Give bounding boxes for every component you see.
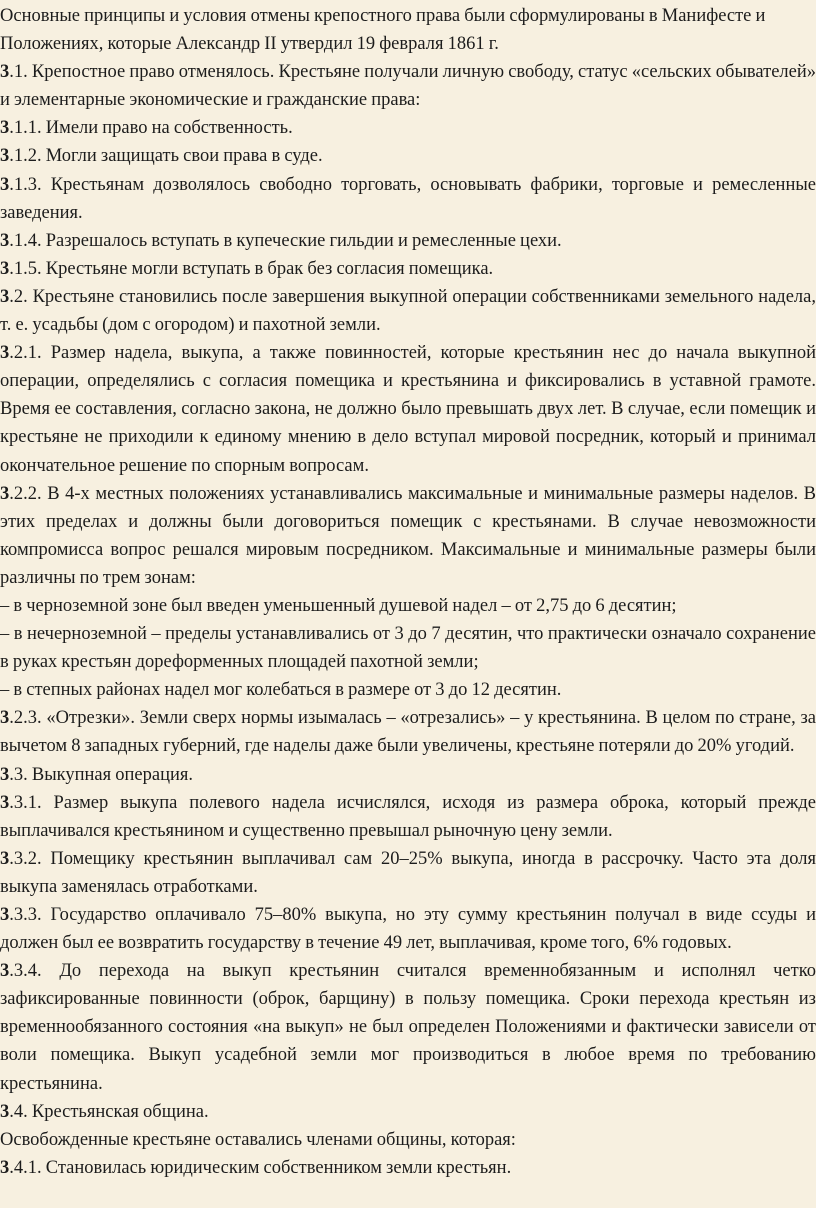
paragraph-text: Разрешалось вступать в купеческие гильдии и ремесленные цехи. bbox=[45, 230, 562, 251]
paragraph-text: «Отрезки». Земли сверх нормы изымалась – «отрезались» – у крестьянина. В целом по стране, за вычетом 8 западных губерний, где наделы даже были увеличены, крестьяне потеряли до 20% угодий. bbox=[0, 708, 816, 757]
section-number-bold: 3 bbox=[0, 1101, 10, 1122]
paragraph-text: Основные принципы и условия отмены крепостного права были сформулированы в Манифесте и Положениях, которые Александр II утвердил 19 февраля 1861 г. bbox=[0, 6, 766, 55]
section-number-bold: 3 bbox=[0, 118, 10, 139]
section-number-rest: .1.3. bbox=[9, 174, 51, 195]
paragraph-text: Помещику крестьянин выплачивал сам 20–25% выкупа, иногда в рассрочку. Часто эта доля выкупа заменялась отработками. bbox=[0, 848, 816, 897]
paragraph-3-4-1 bbox=[0, 1154, 816, 1182]
paragraph-3-4 bbox=[0, 1098, 816, 1126]
section-number-bold: 3 bbox=[0, 905, 10, 925]
document-body bbox=[0, 2, 816, 1182]
section-number-rest: .2.1. bbox=[9, 343, 51, 364]
paragraph-3-1 bbox=[0, 58, 816, 114]
section-number-rest: .3.2. bbox=[9, 848, 51, 869]
paragraph-3-2-2 bbox=[0, 480, 816, 592]
paragraph-text: В 4-х местных положениях устанавливались максимальные и минимальные размеры наделов. В этих пределах и должны были договориться помещик с крестьянами. В случае невозможности компромисса вопрос решался мировым посредником. Максимальные и минимальные размеры были различны по трем зонам: bbox=[0, 483, 816, 588]
paragraph-3-3-2 bbox=[0, 845, 816, 901]
paragraph-text: Размер надела, выкупа, а также повинностей, которые крестьянин нес до начала выкупной операции, определялись с согласия помещика и крестьянина и фиксировались в уставной грамоте. Время ее составления, согласно закона, не должно было превышать двух лет. В случае, если помещик и крестьяне не приходили к единому мнению в дело вступал мировой посредник, который и принимал окончательное решение по спорным вопросам. bbox=[0, 343, 816, 476]
paragraph-text: До перехода на выкуп крестьянин считался временнобязанным и исполнял четко зафиксированные повинности (оброк, барщину) в пользу помещика. Сроки перехода крестьян из временнообязанного состояния «на выкуп» не был определен Положениями и фактически зависели от воли помещика. Выкуп усадебной земли мог производиться в любое время по требованию крестьянина. bbox=[0, 961, 816, 1094]
paragraph-text: Крестьяне могли вступать в брак без согласия помещика. bbox=[45, 258, 494, 279]
paragraph-text: Крестьянская община. bbox=[31, 1101, 209, 1122]
paragraph-text: Крестьяне становились после завершения выкупной операции собственниками земельного надела, т. е. усадьбы (дом с огородом) и пахотной земли. bbox=[0, 286, 816, 336]
section-number-rest: .1.5. bbox=[9, 258, 46, 279]
paragraph-text: Могли защищать свои права в суде. bbox=[45, 146, 323, 167]
paragraph-3-3 bbox=[0, 761, 816, 789]
paragraph-3-1-5 bbox=[0, 255, 816, 283]
section-number-bold: 3 bbox=[0, 848, 10, 869]
paragraph-dash1 bbox=[0, 592, 816, 620]
paragraph-3-3-1 bbox=[0, 789, 816, 845]
section-number-bold: 3 bbox=[0, 174, 10, 195]
section-number-rest: .2. bbox=[9, 286, 33, 307]
paragraph-community bbox=[0, 1126, 816, 1154]
paragraph-text: – в черноземной зоне был введен уменьшенный душевой надел – от 2,75 до 6 десятин; bbox=[0, 595, 677, 616]
paragraph-3-2-3 bbox=[0, 704, 816, 760]
section-number-rest: .1.4. bbox=[9, 230, 46, 251]
section-number-bold: 3 bbox=[0, 708, 10, 729]
section-number-bold: 3 bbox=[0, 146, 10, 167]
section-number-bold: 3 bbox=[0, 258, 10, 279]
paragraph-text: – в степных районах надел мог колебаться в размере от 3 до 12 десятин. bbox=[0, 680, 562, 701]
paragraph-intro bbox=[0, 2, 816, 58]
paragraph-3-2-1 bbox=[0, 339, 816, 479]
section-number-bold: 3 bbox=[0, 483, 10, 504]
paragraph-text: Крепостное право отменялось. Крестьяне получали личную свободу, статус «сельских обывателей» и элементарные экономические и гражданские права: bbox=[0, 62, 816, 111]
paragraph-dash3 bbox=[0, 676, 816, 704]
section-number-rest: .2.3. bbox=[9, 708, 47, 729]
section-number-bold: 3 bbox=[0, 230, 10, 251]
paragraph-text: – в нечерноземной – пределы устанавливались от 3 до 7 десятин, что практически означало сохранение в руках крестьян дореформенных площадей пахотной земли; bbox=[0, 624, 816, 673]
paragraph-3-1-3 bbox=[0, 171, 816, 227]
section-number-rest: .4. bbox=[9, 1101, 32, 1122]
section-number-rest: .3.4. bbox=[9, 961, 60, 982]
section-number-rest: .2.2. bbox=[9, 483, 48, 504]
section-number-rest: .4.1. bbox=[9, 1157, 46, 1178]
paragraph-3-2 bbox=[0, 283, 816, 339]
paragraph-3-3-3 bbox=[0, 901, 816, 957]
section-number-bold: 3 bbox=[0, 62, 10, 83]
section-number-rest: .1. bbox=[9, 62, 32, 83]
section-number-rest: .1.2. bbox=[9, 146, 46, 167]
paragraph-3-3-4 bbox=[0, 957, 816, 1097]
paragraph-dash2 bbox=[0, 620, 816, 676]
paragraph-text: Становилась юридическим собственником земли крестьян. bbox=[45, 1157, 512, 1178]
section-number-bold: 3 bbox=[0, 961, 10, 982]
section-number-bold: 3 bbox=[0, 792, 10, 813]
paragraph-text: Имели право на собственность. bbox=[45, 118, 293, 139]
paragraph-3-1-4 bbox=[0, 227, 816, 255]
paragraph-3-1-2 bbox=[0, 142, 816, 170]
section-number-bold: 3 bbox=[0, 764, 10, 785]
paragraph-text: Выкупная операция. bbox=[31, 764, 194, 785]
paragraph-text: Освобожденные крестьяне оставались членами общины, которая: bbox=[0, 1129, 516, 1150]
paragraph-text: Государство оплачивало 75–80% выкупа, но эту сумму крестьянин получал в виде ссуды и должен был ее возвратить государству в течение 49 лет, выплачивая, кроме того, 6% годовых. bbox=[0, 905, 816, 954]
section-number-bold: 3 bbox=[0, 1157, 10, 1178]
section-number-rest: .3.3. bbox=[9, 905, 51, 925]
section-number-rest: .3.1. bbox=[9, 792, 54, 813]
section-number-bold: 3 bbox=[0, 343, 10, 364]
section-number-bold: 3 bbox=[0, 286, 10, 307]
section-number-rest: .3. bbox=[9, 764, 32, 785]
paragraph-text: Крестьянам дозволялось свободно торговать, основывать фабрики, торговые и ремесленные заведения. bbox=[0, 174, 816, 223]
paragraph-3-1-1 bbox=[0, 114, 816, 142]
paragraph-text: Размер выкупа полевого надела исчислялся, исходя из размера оброка, который прежде выплачивался крестьянином и существенно превышал рыночную цену земли. bbox=[0, 792, 816, 841]
section-number-rest: .1.1. bbox=[9, 118, 46, 139]
